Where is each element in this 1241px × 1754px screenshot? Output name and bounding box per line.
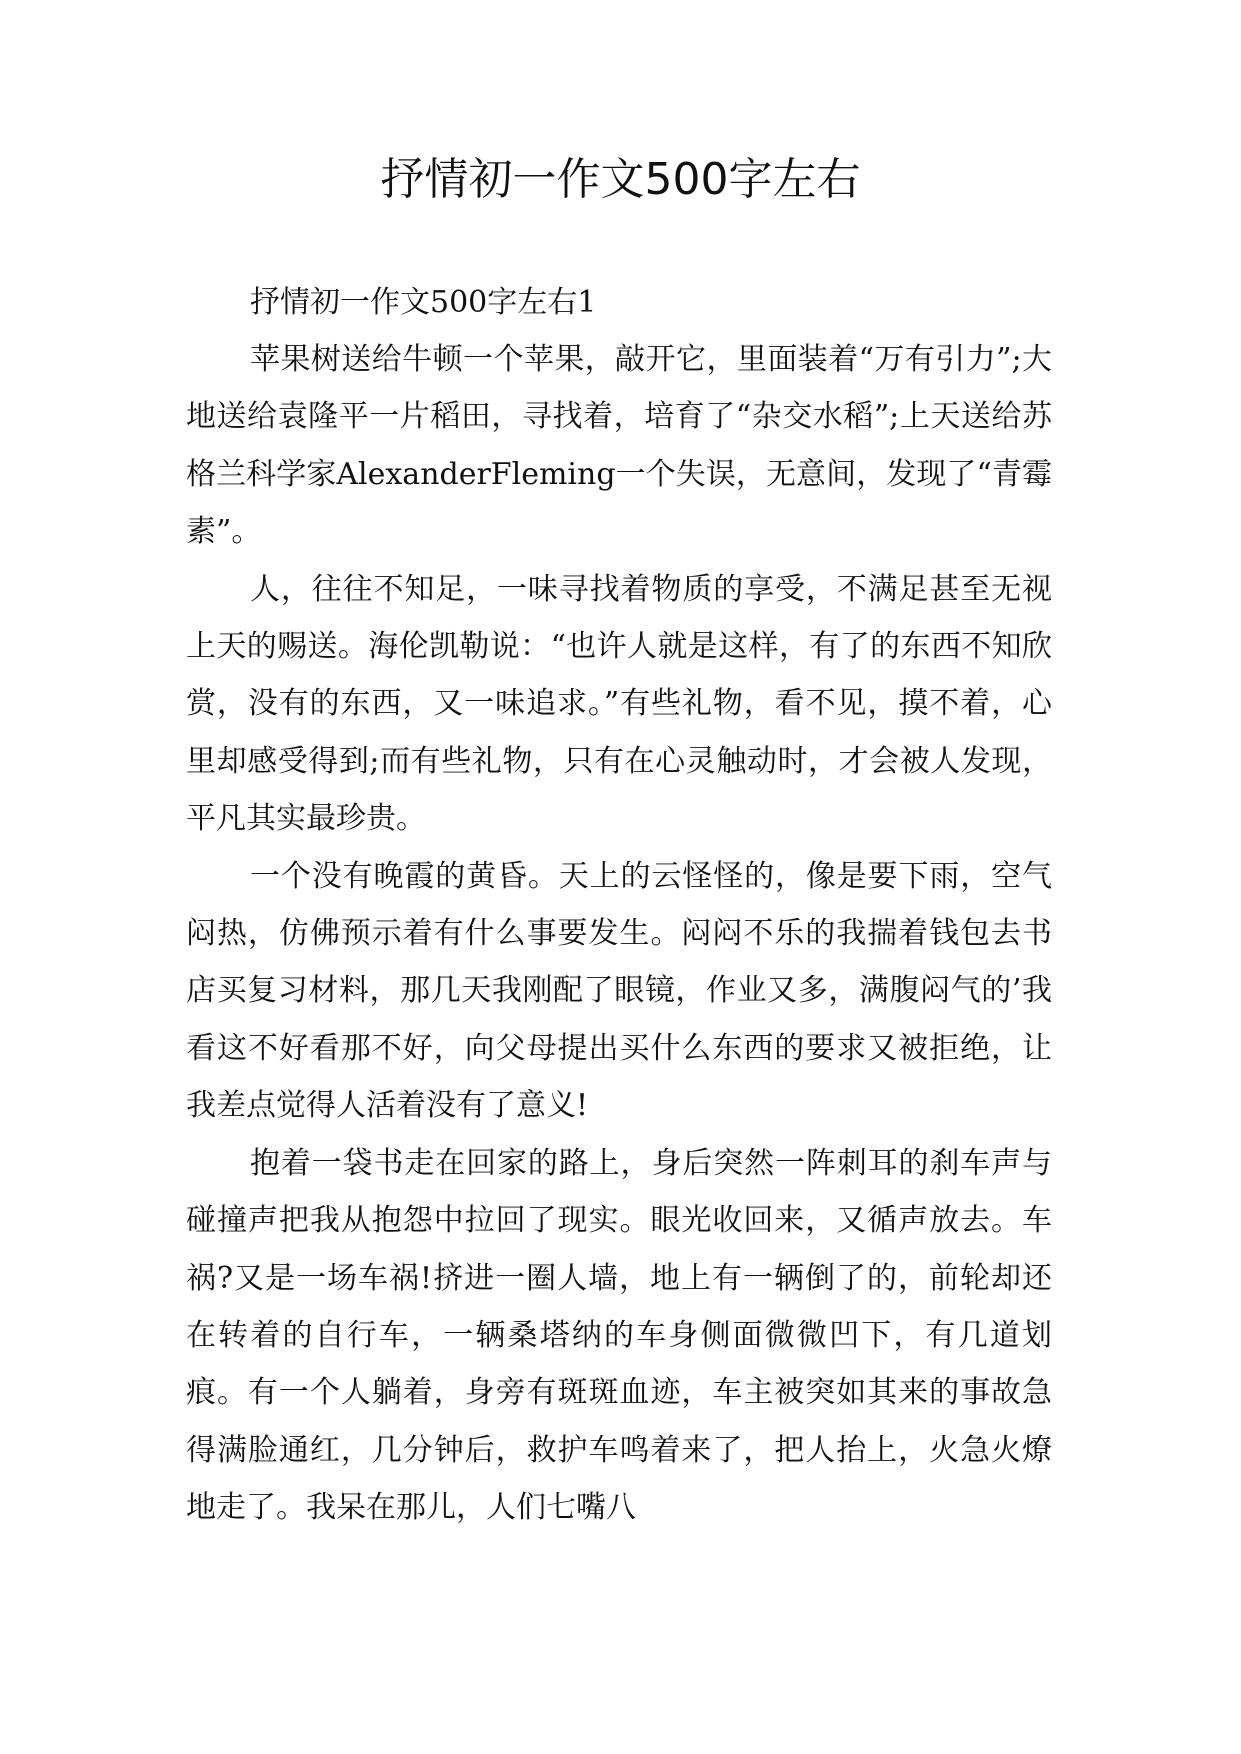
paragraph-1: 苹果树送给牛顿一个苹果，敲开它，里面装着“万有引力”;大地送给袁隆平一片稻田，寻找着，培育了“杂交水稻”;上天送给苏格兰科学家AlexanderFleming一个失误，无意间，发现了“青霉素”。 [186, 342, 1052, 550]
paragraph-3: 一个没有晚霞的黄昏。天上的云怪怪的，像是要下雨，空气闷热，仿佛预示着有什么事要发生。闷闷不乐的我揣着钱包去书店买复习材料，那几天我刚配了眼镜，作业又多，满腹闷气的’我看这不好看那不好，向父母提出买什么东西的要求又被拒绝，让我差点觉得人活着没有了意义! [186, 858, 1052, 1124]
section-heading: 抒情初一作文500字左右1 [250, 285, 597, 320]
paragraph-2: 人，往往不知足，一味寻找着物质的享受，不满足甚至无视上天的赐送。海伦凯勒说：“也许人就是这样，有了的东西不知欣赏，没有的东西，又一味追求。”有些礼物，看不见，摸不着，心里却感受得到;而有些礼物，只有在心灵触动时，才会被人发现，平凡其实最珍贵。 [186, 571, 1052, 837]
paragraph-4: 抱着一袋书走在回家的路上，身后突然一阵刺耳的刹车声与碰撞声把我从抱怨中拉回了现实。眼光收回来，又循声放去。车祸?又是一场车祸!挤进一圈人墙，地上有一辆倒了的，前轮却还在转着的自行车，一辆桑塔纳的车身侧面微微凹下，有几道划痕。有一个人躺着，身旁有斑斑血迹，车主被突如其来的事故急得满脸通红，几分钟后，救护车鸣着来了，把人抬上，火急火燎地走了。我呆在那儿，人们七嘴八 [186, 1145, 1052, 1526]
page-title: 抒情初一作文500字左右 [380, 154, 861, 205]
article-body [186, 274, 1052, 1537]
